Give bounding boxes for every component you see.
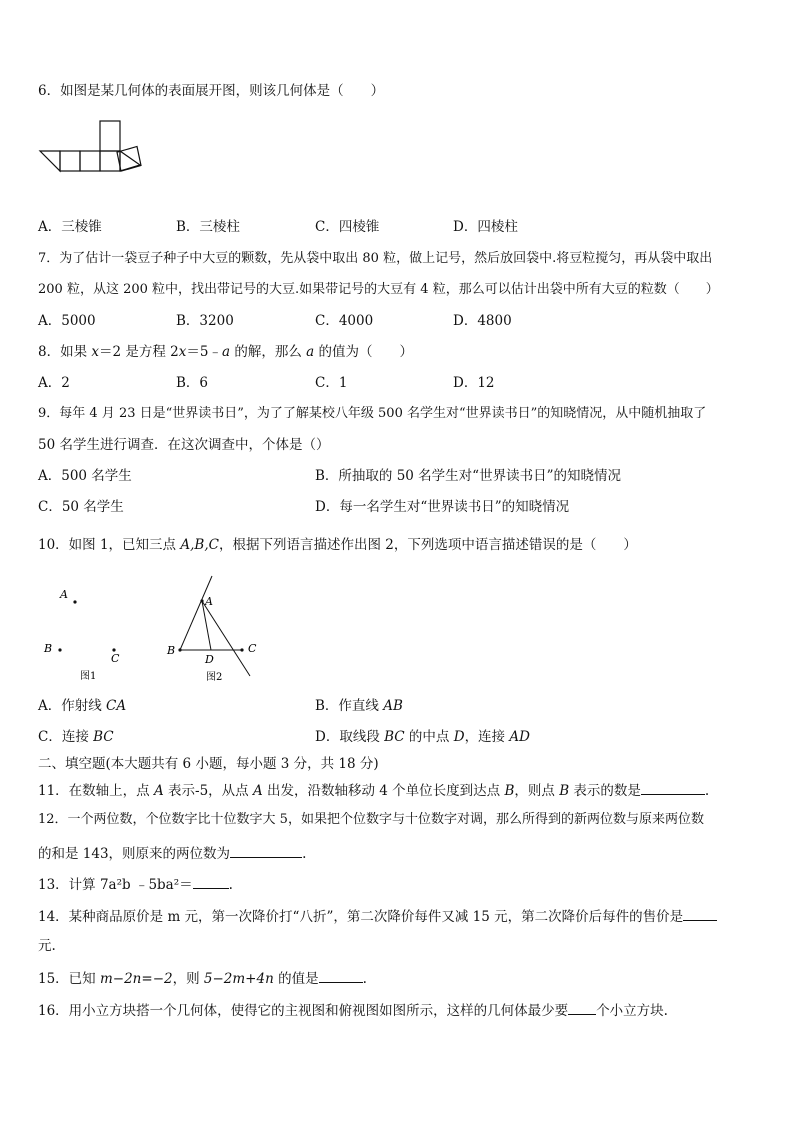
q15-stem: 15．已知 m−2n=−2，则 5−2m+4n 的值是 . [38, 968, 367, 988]
fig2-label-a: A [205, 595, 213, 608]
q13-answer-blank[interactable] [193, 874, 229, 889]
q13-stem: 13．计算 7a²b ﹣5ba²＝ . [38, 874, 233, 894]
q10-option-a: A．作射线 CA [38, 698, 127, 714]
fig1-label-b: B [44, 642, 53, 655]
q7-option-d: D．4800 [453, 313, 512, 329]
q10-stem: 10．如图 1，已知三点 A,B,C，根据下列语言描述作出图 2，下列选项中语言描述错误的是（ ） [38, 537, 637, 553]
q14-answer-blank[interactable] [683, 906, 717, 921]
q7-stem-line2: 200 粒，从这 200 粒中，找出带记号的大豆.如果带记号的大豆有 4 粒，那么可以估计出袋中所有大豆的粒数（ ） [38, 282, 719, 297]
q7-stem-line1: 7．为了估计一袋豆子种子中大豆的颗数，先从袋中取出 80 粒，做上记号，然后放回袋中.将豆粒搅匀，再从袋中取出 [38, 251, 713, 266]
q7-option-b: B．3200 [176, 313, 234, 329]
fig1-label-c: C [111, 652, 120, 665]
q11-answer-blank[interactable] [641, 780, 705, 795]
q6-option-c: C．四棱锥 [315, 219, 380, 235]
q15-answer-blank[interactable] [319, 968, 363, 983]
q7-option-a: A．5000 [38, 313, 96, 329]
q6-net-figure [36, 115, 148, 177]
q9-option-d: D．每一名学生对“世界读书日”的知晓情况 [315, 499, 570, 515]
q12-stem-line2: 的和是 143，则原来的两位数为 . [38, 843, 306, 863]
q9-stem-line2: 50 名学生进行调查．在这次调查中，个体是（） [38, 437, 330, 453]
fig1-point-b [58, 648, 61, 651]
fig2-label-d: D [205, 653, 214, 666]
q12-stem-line1: 12．一个两位数，个位数字比十位数字大 5，如果把个位数字与十位数字对调，那么所得到的新两位数与原来两位数 [38, 812, 704, 827]
q11-stem: 11．在数轴上，点 A 表示-5，从点 A 出发，沿数轴移动 4 个单位长度到达点 B，则点 B 表示的数是 . [38, 780, 709, 800]
q10-option-d: D．取线段 BC 的中点 D，连接 AD [315, 729, 530, 745]
q8-option-a: A．2 [38, 375, 70, 391]
q8-option-d: D．12 [453, 375, 495, 391]
q7-option-c: C．4000 [315, 313, 374, 329]
q6-option-a: A．三棱锥 [38, 219, 102, 235]
fig1-caption: 图1 [80, 671, 97, 682]
q9-option-a: A．500 名学生 [38, 468, 132, 484]
section-2-title: 二、填空题(本大题共有 6 小题，每小题 3 分，共 18 分) [38, 756, 379, 772]
q16-stem: 16．用小立方块搭一个几何体，使得它的主视图和俯视图如图所示，这样的几何体最少要 个小立方块. [38, 1000, 668, 1020]
q9-option-b: B．所抽取的 50 名学生对“世界读书日”的知晓情况 [315, 468, 621, 484]
q12-answer-blank[interactable] [230, 843, 302, 858]
q14-stem-line1: 14．某种商品原价是 m 元，第一次降价打“八折”，第二次降价每件又减 15 元，第二次降价后每件的售价是 [38, 906, 717, 926]
q6-stem: 6．如图是某几何体的表面展开图，则该几何体是（ ） [38, 83, 385, 99]
q9-stem-line1: 9．每年 4 月 23 日是“世界读书日”，为了了解某校八年级 500 名学生对“世界读书日”的知晓情况，从中随机抽取了 [38, 406, 707, 421]
fig2-caption: 图2 [206, 672, 223, 683]
q14-stem-line2: 元. [38, 938, 56, 954]
q16-answer-blank[interactable] [568, 1000, 596, 1015]
fig2-label-c: C [248, 642, 257, 655]
q8-option-c: C．1 [315, 375, 348, 391]
q6-option-d: D．四棱柱 [453, 219, 518, 235]
q8-option-b: B．6 [176, 375, 209, 391]
q10-option-b: B．作直线 AB [315, 698, 403, 714]
q9-option-c: C．50 名学生 [38, 499, 124, 515]
fig2-label-b: B [167, 644, 176, 657]
q10-figure-2 [162, 572, 272, 684]
q6-option-b: B．三棱柱 [176, 219, 240, 235]
q8-stem: 8．如果 x＝2 是方程 2x＝5﹣a 的解，那么 a 的值为（ ） [38, 344, 414, 360]
fig1-label-a: A [60, 588, 68, 601]
q10-option-c: C．连接 BC [38, 729, 114, 745]
q10-figure-1 [40, 582, 130, 682]
fig1-point-a [73, 600, 76, 603]
